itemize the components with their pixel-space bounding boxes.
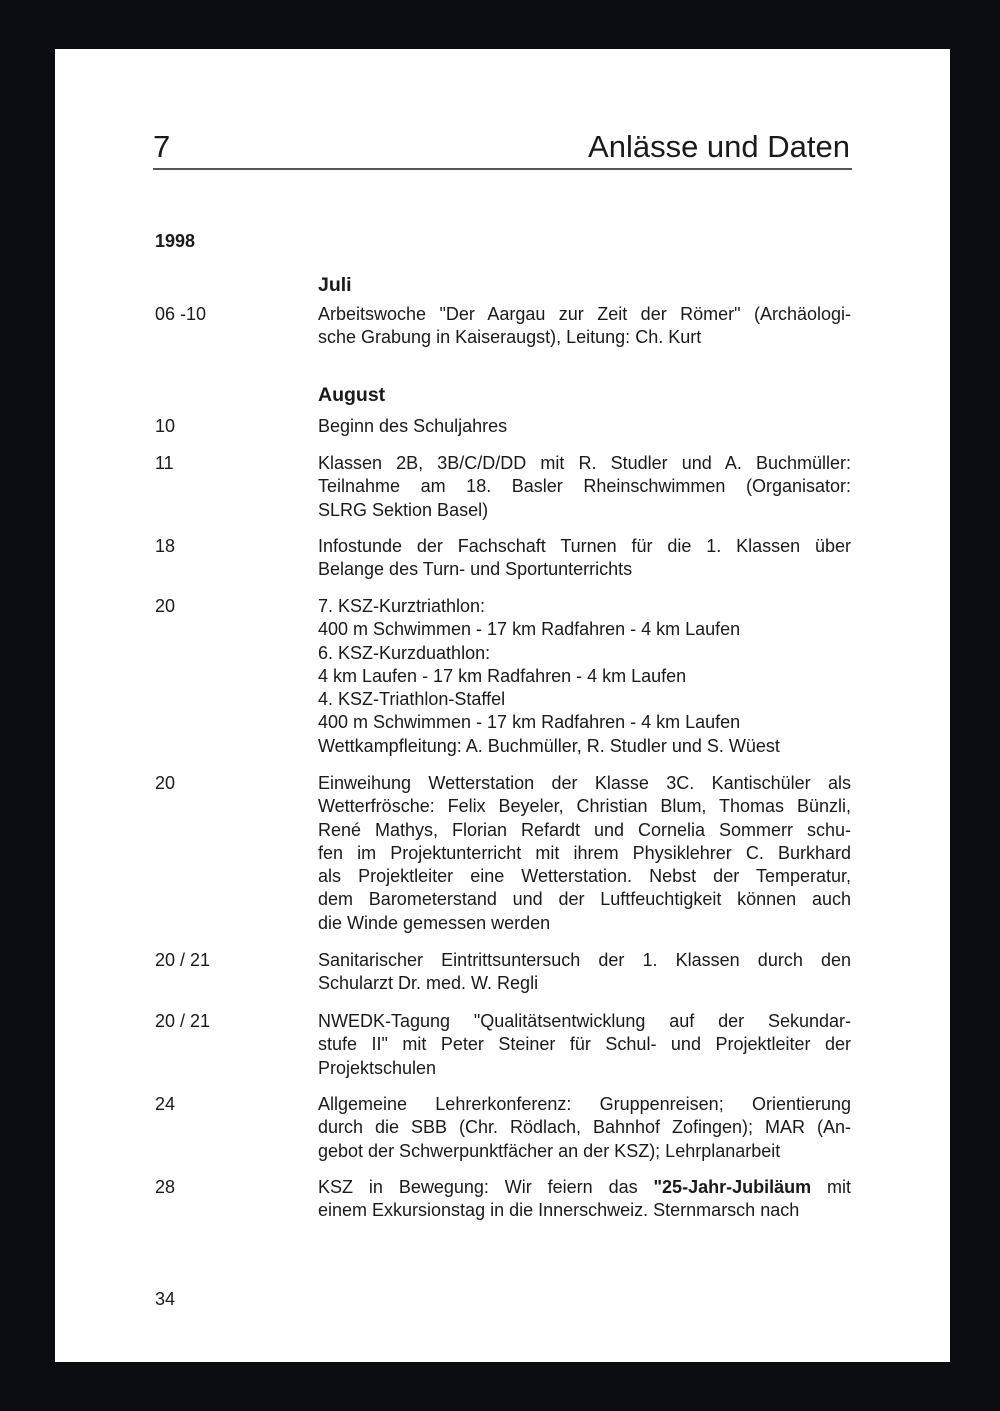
chapter-title: Anlässe und Daten <box>588 129 850 164</box>
entry-line: Sanitarischer Eintrittsuntersuch der 1. Klassen durch den <box>318 950 851 970</box>
entry-line: Allgemeine Lehrerkonferenz: Gruppenreisen; Orientierung <box>318 1094 851 1114</box>
text-segment: KSZ in Bewegung: Wir feiern das <box>318 1177 654 1197</box>
entry-text <box>318 415 851 438</box>
text-segment: mit <box>811 1177 852 1197</box>
entry-line: 6. KSZ-Kurzduathlon: <box>318 642 491 663</box>
month-heading-august: August <box>318 384 386 406</box>
entry-line: 4. KSZ-Triathlon-Staffel <box>318 689 506 710</box>
bold-phrase: "25-Jahr-Jubiläum <box>653 1177 812 1197</box>
entry-line: Wettkampfleitung: A. Buchmüller, R. Studler und S. Wüest <box>318 735 780 756</box>
entry-line: SLRG Sektion Basel) <box>318 499 489 520</box>
entry-line: stufe II" mit Peter Steiner für Schul- und Projektleiter der <box>318 1034 851 1055</box>
entry-line: dem Barometerstand und der Luftfeuchtigkeit können auch <box>318 889 851 910</box>
entry-line: Projektschulen <box>318 1057 437 1078</box>
entry-line: Teilnahme am 18. Basler Rheinschwimmen (Organisator: <box>318 476 851 497</box>
entry-line: 400 m Schwimmen - 17 km Radfahren - 4 km Laufen <box>318 712 741 733</box>
entry-date: 20 / 21 <box>155 1011 211 1031</box>
entry-line: Beginn des Schuljahres <box>318 416 508 436</box>
entry-text <box>318 595 851 758</box>
year-heading: 1998 <box>155 231 196 251</box>
entry-date: 24 <box>155 1094 176 1114</box>
entry-line <box>318 1176 851 1199</box>
chapter-number: 7 <box>153 129 171 164</box>
entry-line: Belange des Turn- und Sportunterrichts <box>318 559 633 580</box>
entry-line: sche Grabung in Kaiseraugst), Leitung: Ch. Kurt <box>318 327 702 348</box>
entry-line: durch die SBB (Chr. Rödlach, Bahnhof Zofingen); MAR (An- <box>318 1117 851 1138</box>
entry-text <box>318 1010 851 1080</box>
entry-text <box>318 1093 851 1163</box>
entry-line: Schularzt Dr. med. W. Regli <box>318 973 539 994</box>
entry-line: Klassen 2B, 3B/C/D/DD mit R. Studler und A. Buchmüller: <box>318 453 851 473</box>
entry-text <box>318 949 851 996</box>
entry-line: Wetterfrösche: Felix Beyeler, Christian Blum, Thomas Bünzli, <box>318 796 851 817</box>
entry-text <box>318 535 851 582</box>
entry-line: als Projektleiter eine Wetterstation. Nebst der Temperatur, <box>318 866 851 887</box>
entry-line: 4 km Laufen - 17 km Radfahren - 4 km Laufen <box>318 665 687 686</box>
entry-text <box>318 1176 851 1223</box>
entry-text <box>318 303 851 350</box>
entry-line: einem Exkursionstag in die Innerschweiz. Sternmarsch nach <box>318 1200 800 1221</box>
entry-line: Arbeitswoche "Der Aargau zur Zeit der Römer" (Archäologi- <box>318 304 851 324</box>
entry-text <box>318 772 851 935</box>
month-heading-juli: Juli <box>318 274 352 296</box>
entry-line: gebot der Schwerpunktfächer an der KSZ); Lehrplanarbeit <box>318 1140 781 1161</box>
entry-line: Infostunde der Fachschaft Turnen für die 1. Klassen über <box>318 536 851 556</box>
entry-date: 20 <box>155 596 176 616</box>
header-rule <box>153 168 852 170</box>
entry-text <box>318 452 851 522</box>
entry-date: 10 <box>155 416 176 436</box>
entry-date: 20 <box>155 773 176 793</box>
entry-date: 20 / 21 <box>155 950 211 970</box>
page-number: 34 <box>155 1289 176 1309</box>
entry-line: Einweihung Wetterstation der Klasse 3C. Kantischüler als <box>318 773 851 793</box>
entry-line: René Mathys, Florian Refardt und Cornelia Sommerr schu- <box>318 819 851 840</box>
entry-line: 400 m Schwimmen - 17 km Radfahren - 4 km Laufen <box>318 619 741 640</box>
entry-line: 7. KSZ-Kurztriathlon: <box>318 596 486 616</box>
entry-date: 18 <box>155 536 176 556</box>
entry-line: fen im Projektunterricht mit ihrem Physiklehrer C. Burkhard <box>318 842 851 863</box>
entry-date: 28 <box>155 1177 176 1197</box>
entry-date: 11 <box>155 453 174 473</box>
entry-line: NWEDK-Tagung "Qualitätsentwicklung auf der Sekundar- <box>318 1011 851 1031</box>
entry-date: 06 -10 <box>155 304 207 324</box>
entry-line: die Winde gemessen werden <box>318 912 551 933</box>
